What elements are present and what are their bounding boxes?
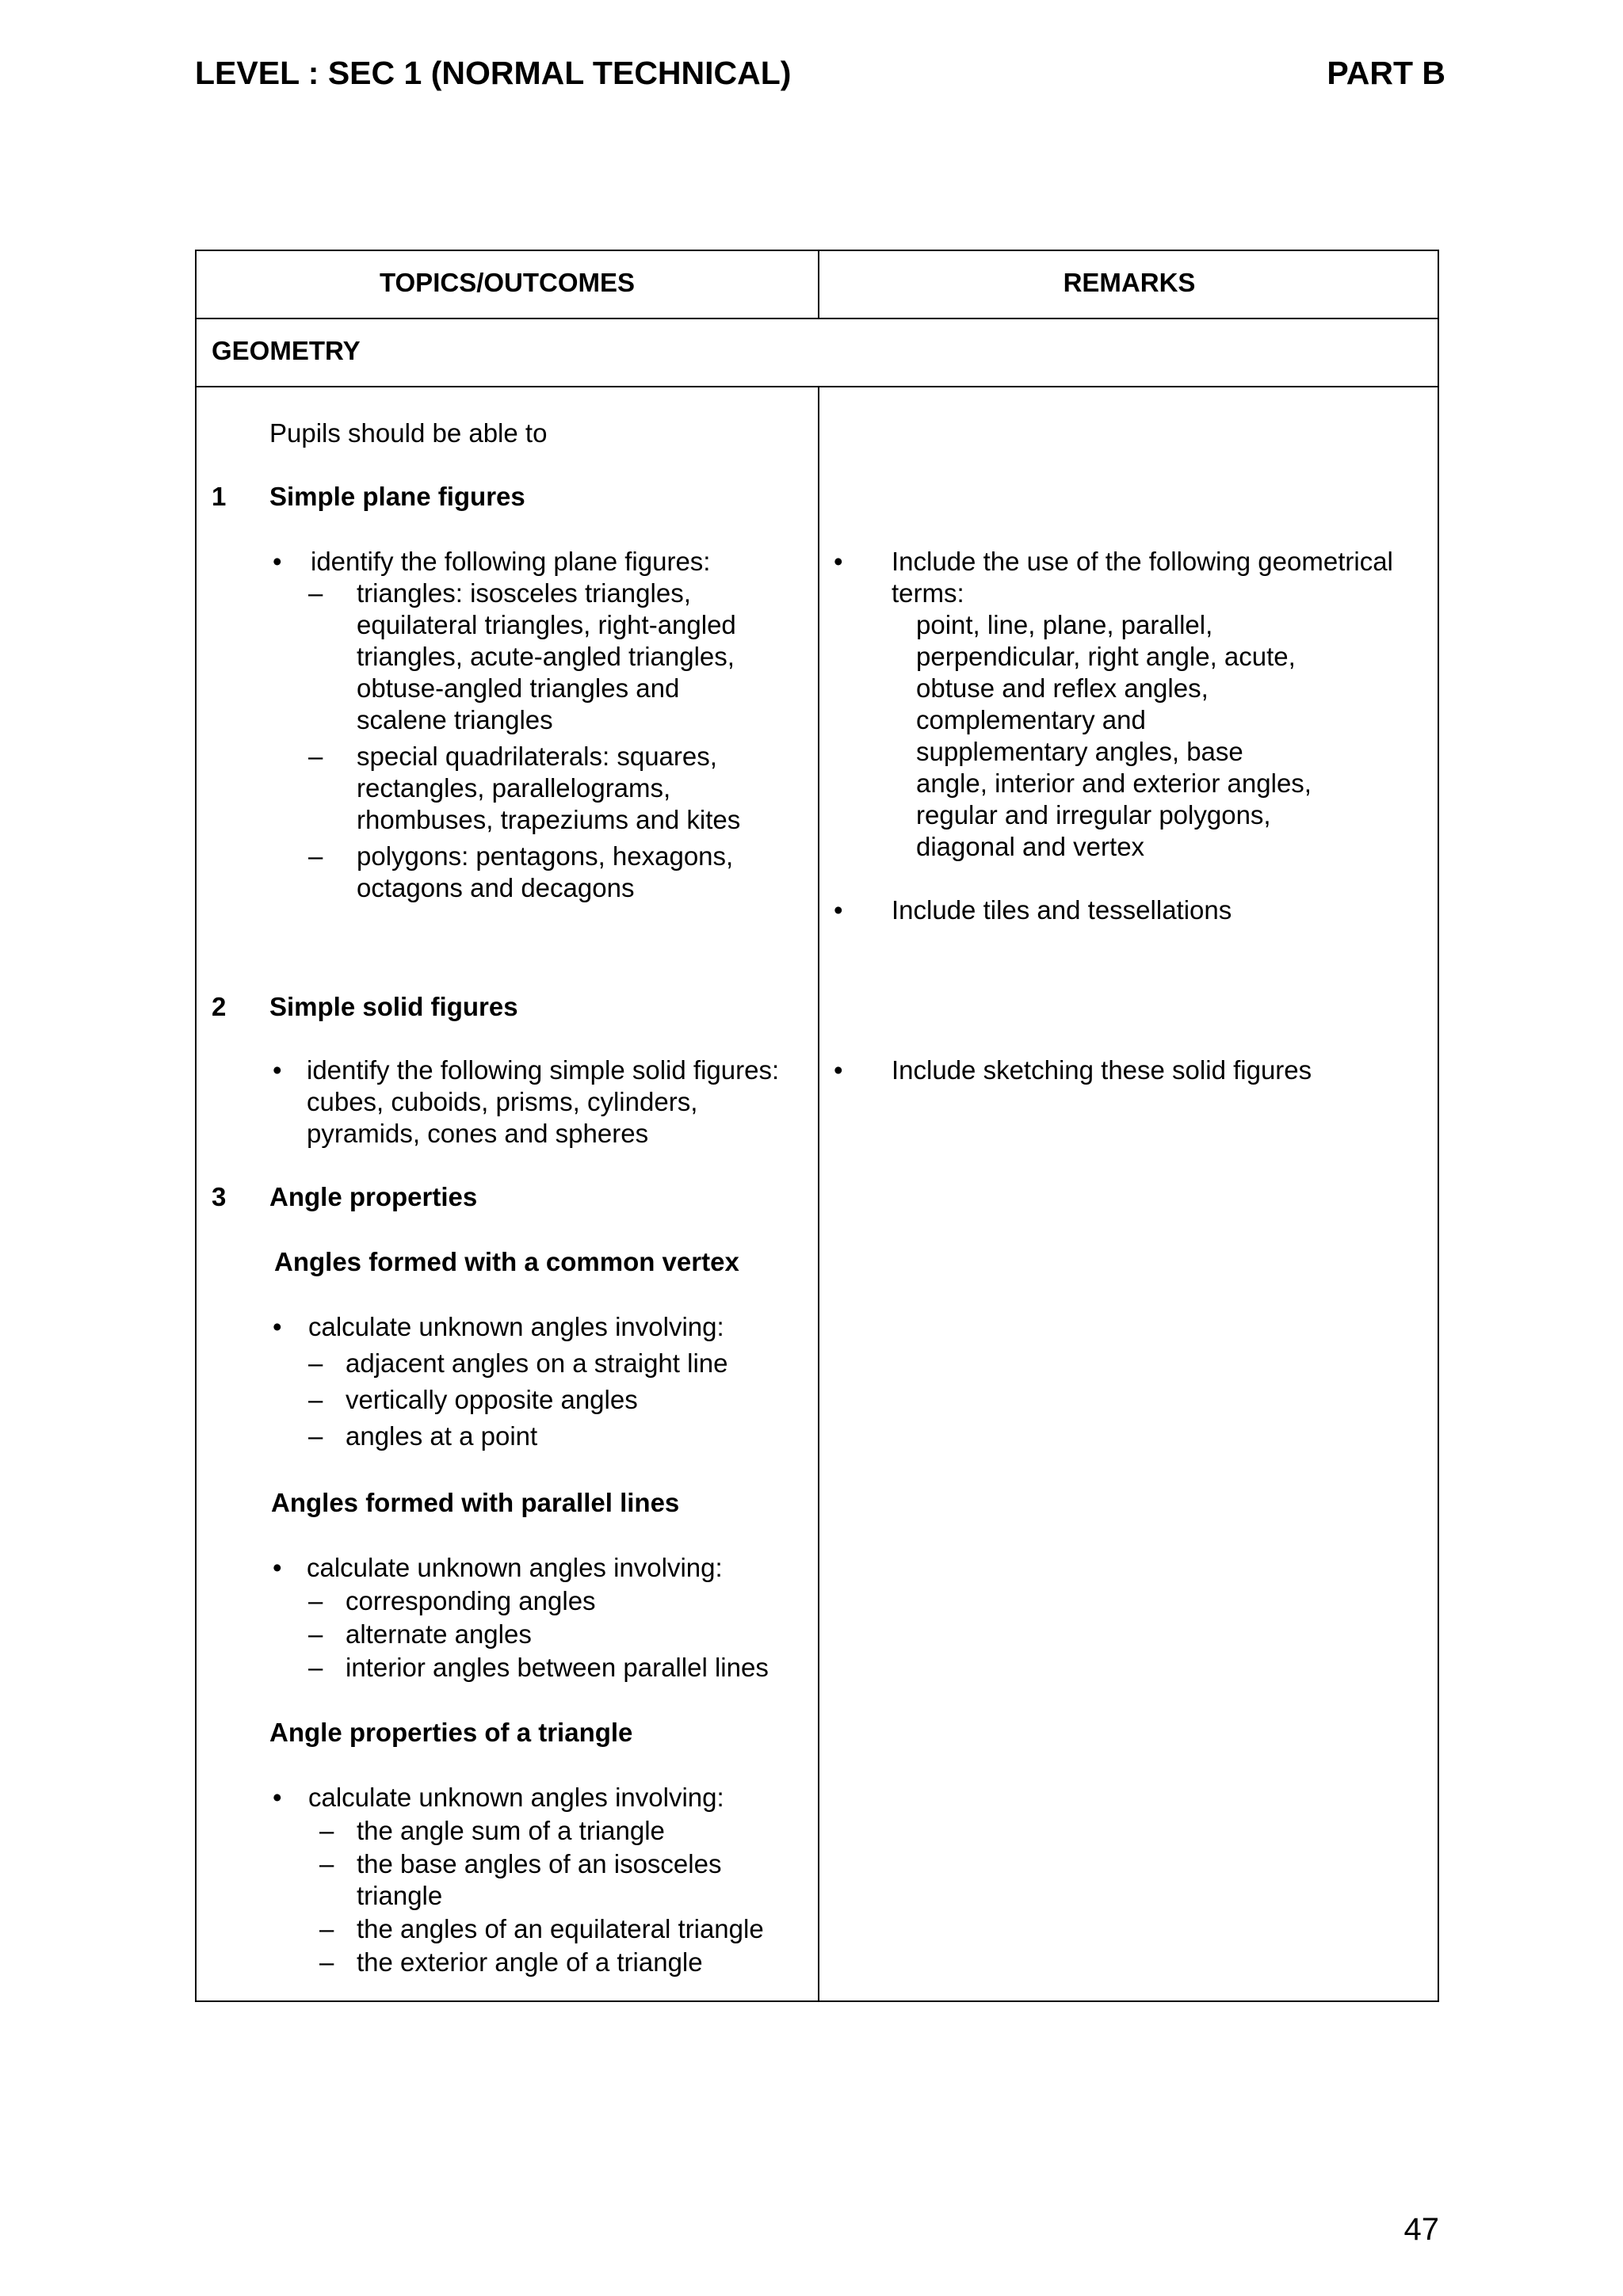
list-item-text: rectangles, parallelograms, (357, 773, 671, 803)
list-item-text: the exterior angle of a triangle (357, 1947, 703, 1977)
bullet-marker: • (273, 1312, 282, 1341)
list-item-text: obtuse-angled triangles and (357, 673, 680, 703)
outcome-text: identify the following simple solid figures: (307, 1055, 780, 1085)
outcome-text: calculate unknown angles involving: (308, 1783, 724, 1812)
syllabus-table (195, 250, 1439, 2002)
dash-marker: – (308, 578, 323, 608)
list-item-text: the base angles of an isosceles (357, 1849, 722, 1878)
remark-text: Include tiles and tessellations (892, 895, 1232, 925)
list-item-text: scalene triangles (357, 705, 553, 734)
list-item-text: rhombuses, trapeziums and kites (357, 805, 741, 834)
bullet-marker: • (834, 1055, 843, 1085)
list-item-text: alternate angles (346, 1619, 532, 1649)
level-heading: LEVEL : SEC 1 (NORMAL TECHNICAL) (195, 55, 792, 91)
column-header-remarks: REMARKS (1063, 268, 1196, 297)
part-heading: PART B (1327, 55, 1445, 91)
dash-marker: – (319, 1914, 334, 1943)
dash-marker: – (308, 1421, 323, 1451)
remark-term-line: diagonal and vertex (916, 832, 1145, 861)
page-number: 47 (1403, 2212, 1439, 2247)
remark-term-line: complementary and (916, 705, 1146, 734)
subtopic-title: Angle properties of a triangle (269, 1718, 633, 1747)
list-item-text: interior angles between parallel lines (346, 1653, 769, 1682)
bullet-marker: • (834, 547, 843, 576)
dash-marker: – (308, 1653, 323, 1682)
list-item-text: polygons: pentagons, hexagons, (357, 841, 734, 871)
remark-term-line: point, line, plane, parallel, (916, 610, 1213, 639)
list-item-text: vertically opposite angles (346, 1385, 638, 1414)
outcome-text: identify the following plane figures: (311, 547, 711, 576)
bullet-marker: • (273, 1553, 282, 1582)
topic-title: Simple solid figures (269, 992, 518, 1021)
list-item-text: the angle sum of a triangle (357, 1816, 665, 1845)
section-title: GEOMETRY (212, 336, 361, 365)
dash-marker: – (308, 1619, 323, 1649)
list-item-text: the angles of an equilateral triangle (357, 1914, 764, 1943)
list-item-text: octagons and decagons (357, 873, 635, 902)
intro-text: Pupils should be able to (269, 418, 548, 448)
topic-number: 2 (212, 992, 227, 1021)
remark-text: Include the use of the following geometrical (892, 547, 1393, 576)
outcome-text: calculate unknown angles involving: (308, 1312, 724, 1341)
column-header-topics: TOPICS/OUTCOMES (379, 268, 636, 297)
list-item-text: corresponding angles (346, 1586, 596, 1615)
outcome-text: pyramids, cones and spheres (307, 1119, 649, 1148)
list-item-text: triangles: isosceles triangles, (357, 578, 691, 608)
bullet-marker: • (273, 1783, 282, 1812)
topic-number: 1 (212, 482, 227, 511)
subtopic-title: Angles formed with parallel lines (271, 1488, 680, 1517)
dash-marker: – (308, 841, 323, 871)
dash-marker: – (308, 1586, 323, 1615)
remark-text: terms: (892, 578, 964, 608)
outcome-text: cubes, cuboids, prisms, cylinders, (307, 1087, 698, 1116)
dash-marker: – (319, 1816, 334, 1845)
dash-marker: – (308, 742, 323, 771)
list-item-text: adjacent angles on a straight line (346, 1348, 728, 1378)
bullet-marker: • (273, 547, 282, 576)
outcome-text: calculate unknown angles involving: (307, 1553, 723, 1582)
remark-text: Include sketching these solid figures (892, 1055, 1312, 1085)
subtopic-title: Angles formed with a common vertex (274, 1247, 739, 1276)
remark-term-line: angle, interior and exterior angles, (916, 769, 1312, 798)
topic-number: 3 (212, 1182, 227, 1211)
dash-marker: – (319, 1849, 334, 1878)
remark-term-line: obtuse and reflex angles, (916, 673, 1209, 703)
section-row-divider (197, 386, 1438, 387)
remark-term-line: supplementary angles, base (916, 737, 1243, 766)
header-column-divider (818, 251, 819, 318)
dash-marker: – (319, 1947, 334, 1977)
list-item-text: triangle (357, 1881, 443, 1910)
topic-title: Angle properties (269, 1182, 478, 1211)
dash-marker: – (308, 1385, 323, 1414)
list-item-text: triangles, acute-angled triangles, (357, 642, 735, 671)
list-item-text: equilateral triangles, right-angled (357, 610, 736, 639)
dash-marker: – (308, 1348, 323, 1378)
bullet-marker: • (273, 1055, 282, 1085)
remark-term-line: perpendicular, right angle, acute, (916, 642, 1296, 671)
remark-term-line: regular and irregular polygons, (916, 800, 1271, 830)
list-item-text: angles at a point (346, 1421, 538, 1451)
topic-title: Simple plane figures (269, 482, 525, 511)
list-item-text: special quadrilaterals: squares, (357, 742, 717, 771)
bullet-marker: • (834, 895, 843, 925)
header-row-divider (197, 318, 1438, 319)
body-column-divider (818, 386, 819, 2000)
